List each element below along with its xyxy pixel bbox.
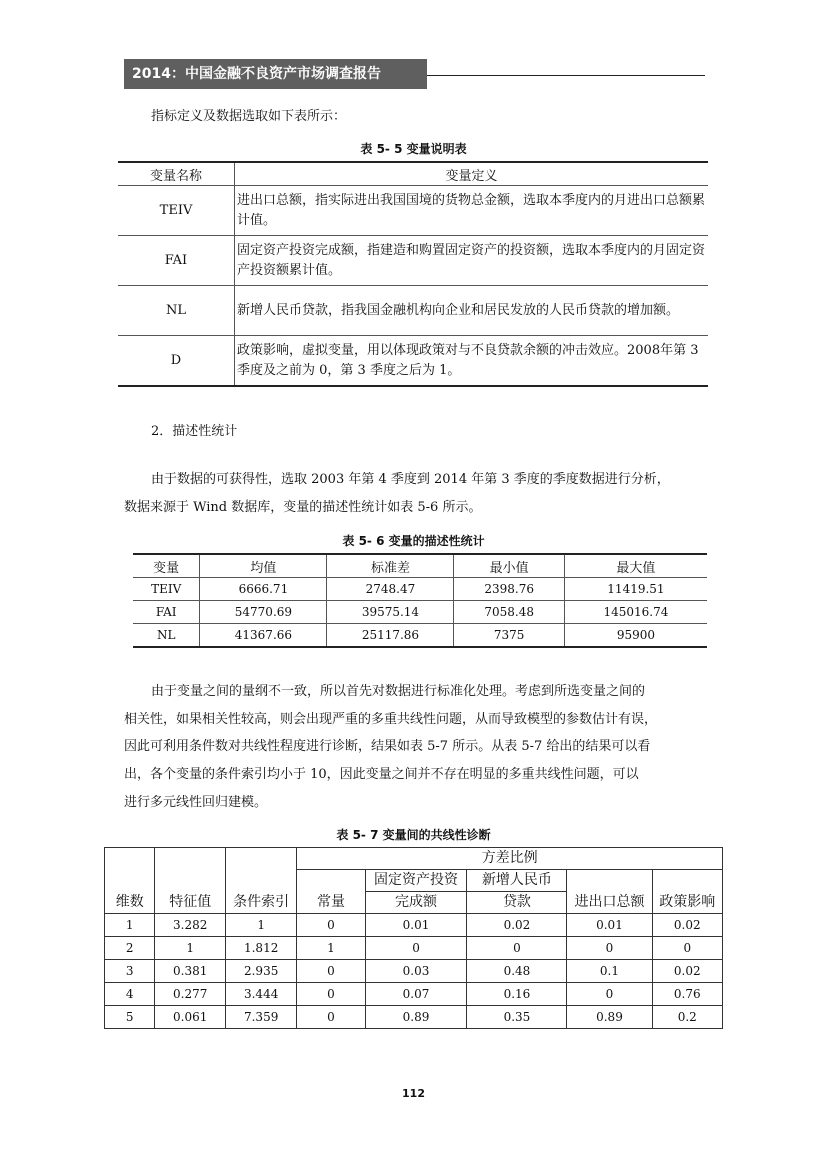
table-row [118,186,708,236]
page-number: 112 [402,1087,425,1100]
variable-name: NL [118,286,235,336]
cell: 1 [155,937,225,960]
table-5-6-caption: 表 5- 6 变量的描述性统计 [342,534,485,548]
variable-definition: 进出口总额，指实际进出我国国境的货物总金额，选取本季度内的月进出口总额累计值。 [235,186,709,236]
header-min: 最小值 [454,554,564,578]
variable-definition: 新增人民币贷款，指我国金融机构向企业和居民发放的人民币贷款的增加额。 [235,286,709,336]
header-fai-line1: 固定资产投资 [365,870,467,892]
cell: 0.061 [155,1006,225,1029]
collinearity-diagnostics-table [104,847,723,1029]
paragraph-line: 相关性，如果相关性较高，则会出现严重的多重共线性问题，从而导致模型的参数估计有误， [124,712,658,727]
table-row [118,336,708,387]
cell: 0.89 [567,1006,652,1029]
table-row [118,286,708,336]
cell: 0 [567,983,652,1006]
header-dimension: 维数 [105,848,155,914]
table-row [133,601,707,624]
table-row [105,960,723,983]
table-row [133,624,707,648]
variable-definition: 固定资产投资完成额，指建造和购置固定资产的投资额，选取本季度内的月固定资产投资额累计值。 [235,236,709,286]
cell: 4 [105,983,155,1006]
table-row [105,1006,723,1029]
variable-name: FAI [118,236,235,286]
header-condition-index: 条件索引 [225,848,296,914]
cell: 11419.51 [564,578,707,601]
header-nl-line2: 贷款 [467,892,567,914]
cell: 0 [365,937,467,960]
table-row [118,236,708,286]
header-max: 最大值 [564,554,707,578]
paragraph-line: 出，各个变量的条件索引均小于 10，因此变量之间并不存在明显的多重共线性问题，可以 [124,767,639,782]
cell: 0.02 [652,960,722,983]
table-row [105,914,723,937]
cell: 1 [297,937,365,960]
cell: 2 [105,937,155,960]
cell: 0 [297,960,365,983]
cell: 0 [297,983,365,1006]
cell: 5 [105,1006,155,1029]
cell: 3.282 [155,914,225,937]
cell: 6666.71 [200,578,327,601]
cell: 2.935 [225,960,296,983]
cell: 0.16 [467,983,567,1006]
header-variable-definition: 变量定义 [235,162,709,186]
header-constant: 常量 [297,870,365,914]
cell: 0.02 [467,914,567,937]
cell: 25117.86 [327,624,454,648]
variable-definition-table [118,161,708,387]
cell: 0.03 [365,960,467,983]
cell: 1.812 [225,937,296,960]
cell: 0.381 [155,960,225,983]
cell: 41367.66 [200,624,327,648]
cell: 2398.76 [454,578,564,601]
table-row [105,983,723,1006]
header-teiv: 进出口总额 [567,870,652,914]
cell: TEIV [133,578,200,601]
header-fai-line2: 完成额 [365,892,467,914]
cell: 3.444 [225,983,296,1006]
cell: NL [133,624,200,648]
variable-name: TEIV [118,186,235,236]
cell: 0.35 [467,1006,567,1029]
table-row [133,578,707,601]
table-row [105,937,723,960]
descriptive-stats-table [133,553,707,648]
cell: 54770.69 [200,601,327,624]
cell: 0.01 [365,914,467,937]
cell: 0.01 [567,914,652,937]
cell: 0.277 [155,983,225,1006]
cell: 7058.48 [454,601,564,624]
paragraph-line: 由于变量之间的量纲不一致，所以首先对数据进行标准化处理。考虑到所选变量之间的 [151,684,646,699]
table-5-7-caption: 表 5- 7 变量间的共线性诊断 [336,828,491,842]
table-header-row [118,162,708,186]
table-header-row [133,554,707,578]
header-variable-name: 变量名称 [118,162,235,186]
table-5-5-caption: 表 5- 5 变量说明表 [360,142,467,156]
cell: 7375 [454,624,564,648]
header-rule [427,75,705,76]
paragraph-line: 因此可利用条件数对共线性程度进行诊断，结果如表 5-7 所示。从表 5-7 给出的结果可以看 [124,739,651,754]
header-nl-line1: 新增人民币 [467,870,567,892]
cell: 1 [225,914,296,937]
cell: 39575.14 [327,601,454,624]
header-variable: 变量 [133,554,200,578]
cell: 145016.74 [564,601,707,624]
cell: 2748.47 [327,578,454,601]
header-variance-proportion: 方差比例 [297,848,723,870]
table-header-row [105,848,723,870]
section-heading: 2．描述性统计 [151,424,238,439]
cell: FAI [133,601,200,624]
cell: 0.89 [365,1006,467,1029]
cell: 0.02 [652,914,722,937]
paragraph-line: 进行多元线性回归建模。 [124,795,268,810]
cell: 3 [105,960,155,983]
cell: 0 [652,937,722,960]
cell: 95900 [564,624,707,648]
variable-definition: 政策影响，虚拟变量，用以体现政策对与不良贷款余额的冲击效应。2008年第 3 季度及之前为 0，第 3 季度之后为 1。 [235,336,709,387]
header-eigenvalue: 特征值 [155,848,225,914]
intro-text: 指标定义及数据选取如下表所示： [151,109,347,124]
cell: 0.2 [652,1006,722,1029]
cell: 0 [297,914,365,937]
cell: 0.76 [652,983,722,1006]
report-title: 2014：中国金融不良资产市场调查报告 [132,66,381,82]
header-std: 标准差 [327,554,454,578]
paragraph-line: 由于数据的可获得性，选取 2003 年第 4 季度到 2014 年第 3 季度的季度数据进行分析， [151,472,670,487]
cell: 7.359 [225,1006,296,1029]
paragraph-line: 数据来源于 Wind 数据库，变量的描述性统计如表 5-6 所示。 [124,500,482,515]
cell: 1 [105,914,155,937]
cell: 0.1 [567,960,652,983]
cell: 0 [467,937,567,960]
cell: 0.48 [467,960,567,983]
cell: 0 [297,1006,365,1029]
header-policy: 政策影响 [652,870,722,914]
variable-name: D [118,336,235,387]
cell: 0.07 [365,983,467,1006]
header-mean: 均值 [200,554,327,578]
cell: 0 [567,937,652,960]
